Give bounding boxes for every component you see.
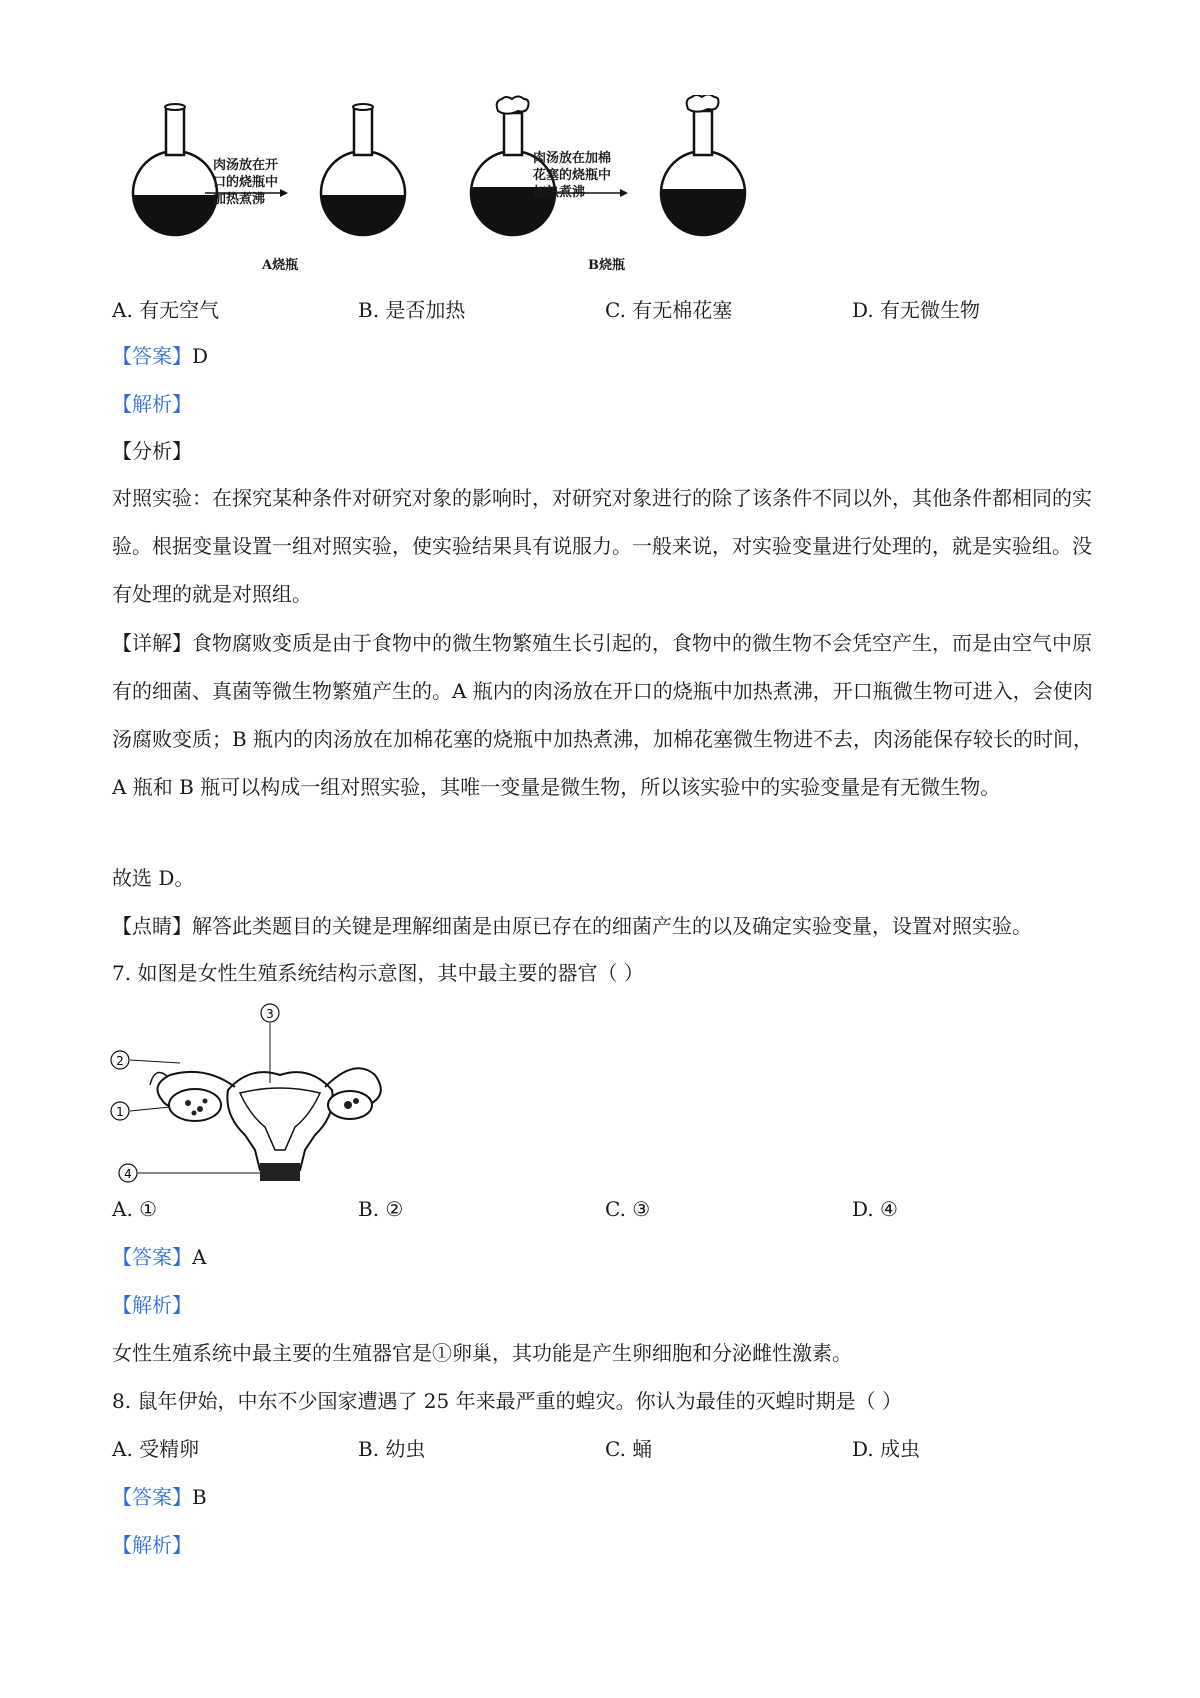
- flask-a-after: [305, 104, 425, 240]
- q8-option-b[interactable]: B. 幼虫: [358, 1437, 426, 1461]
- q6-analysis-label: 【分析】: [112, 439, 192, 463]
- svg-text:1: 1: [116, 1105, 124, 1119]
- q6-conclusion: 故选 D。: [112, 866, 195, 890]
- pointer-label: 点睛: [132, 914, 172, 938]
- answer-label: 答案: [132, 344, 172, 368]
- q7-option-c[interactable]: C. ③: [605, 1197, 651, 1221]
- svg-text:2: 2: [116, 1054, 124, 1068]
- q8-option-d[interactable]: D. 成虫: [852, 1437, 921, 1461]
- q6-pointer-line: 【点睛】解答此类题目的关键是理解细菌是由原已存在的细菌产生的以及确定实验变量，设置对照实验。: [112, 914, 1032, 938]
- q6-detail-para: 【详解】食物腐败变质是由于食物中的微生物繁殖生长引起的，食物中的微生物不会凭空产生，而是由空气中原有的细菌、真菌等微生物繁殖产生的。A 瓶内的肉汤放在开口的烧瓶中加热煮沸，开口瓶微生物可进入，会使肉汤腐败变质；B 瓶内的肉汤放在加棉花塞的烧瓶中加热煮沸，加棉花塞微生物进不去，肉汤能保存较长的时间，A 瓶和 B 瓶可以构成一组对照实验，其唯一变量是微生物，所以该实验中的实验变量是有无微生物。: [112, 631, 1094, 799]
- q7-option-b[interactable]: B. ②: [358, 1197, 404, 1221]
- q6-answer-line: 【答案】D: [112, 344, 209, 368]
- q6-option-c[interactable]: C. 有无棉花塞: [605, 298, 733, 322]
- q8-explanation-label: 【解析】: [112, 1533, 192, 1557]
- q8-stem: 8. 鼠年伊始，中东不少国家遭遇了 25 年来最严重的蝗灾。你认为最佳的灭蝗时期是（ ）: [112, 1389, 902, 1413]
- q6-explanation-label: 【解析】: [112, 392, 192, 416]
- cotton-plug-icon: [497, 97, 529, 114]
- q7-answer-line: 【答案】A: [112, 1245, 207, 1269]
- q6-analysis-text: 对照实验：在探究某种条件对研究对象的影响时，对研究对象进行的除了该条件不同以外，其他条件都相同的实验。根据变量设置一组对照实验，使实验结果具有说服力。一般来说，对实验变量进行处理的，就是实验组。没有处理的就是对照组。: [112, 486, 1092, 606]
- q6-detail-text: 食物腐败变质是由于食物中的微生物繁殖生长引起的，食物中的微生物不会凭空产生，而是由空气中原有的细菌、真菌等微生物繁殖产生的。A 瓶内的肉汤放在开口的烧瓶中加热煮沸，开口瓶微生物可进入，会使肉汤腐败变质；B 瓶内的肉汤放在加棉花塞的烧瓶中加热煮沸，加棉花塞微生物进不去，肉汤能保存较长的时间，A 瓶和 B 瓶可以构成一组对照实验，其唯一变量是微生物，所以该实验中的实验变量是有无微生物。: [112, 631, 1094, 799]
- flask-a-before: [130, 104, 220, 245]
- arrow-a-text: 肉汤放在开口的烧瓶中加热煮沸: [213, 158, 279, 207]
- q8-option-c[interactable]: C. 蛹: [605, 1437, 653, 1461]
- q8-option-a[interactable]: A. 受精卵: [112, 1437, 200, 1461]
- q6-option-a[interactable]: A. 有无空气: [112, 298, 220, 322]
- q6-option-b[interactable]: B. 是否加热: [358, 298, 466, 322]
- ovary-left: [169, 1089, 221, 1121]
- q8-answer: B: [192, 1485, 207, 1509]
- svg-text:3: 3: [266, 1007, 274, 1021]
- q7-stem: 7. 如图是女性生殖系统结构示意图，其中最主要的器官（ ）: [112, 961, 644, 985]
- q7-option-a[interactable]: A. ①: [112, 1197, 158, 1221]
- caption-a: A烧瓶: [262, 258, 299, 273]
- q7-explain-text: 女性生殖系统中最主要的生殖器官是①卵巢，其功能是产生卵细胞和分泌雌性激素。: [112, 1341, 852, 1365]
- q7-option-d[interactable]: D. ④: [852, 1197, 898, 1221]
- female-reproductive-figure: [110, 995, 390, 1185]
- q6-pointer-text: 解答此类题目的关键是理解细菌是由原已存在的细菌产生的以及确定实验变量，设置对照实验。: [192, 914, 1032, 938]
- q7-explanation-label: 【解析】: [112, 1293, 192, 1317]
- q6-option-d[interactable]: D. 有无微生物: [852, 298, 981, 322]
- q6-answer: D: [192, 344, 209, 368]
- caption-b: B烧瓶: [588, 258, 625, 273]
- flask-experiment-figure: [110, 95, 750, 265]
- arrow-b-text: 肉汤放在加棉花塞的烧瓶中加热煮沸: [533, 151, 612, 200]
- q7-answer: A: [192, 1245, 207, 1269]
- flask-b-after: [655, 95, 750, 244]
- detail-label: 详解: [132, 631, 172, 655]
- svg-text:4: 4: [124, 1167, 132, 1181]
- q8-answer-line: 【答案】B: [112, 1485, 207, 1509]
